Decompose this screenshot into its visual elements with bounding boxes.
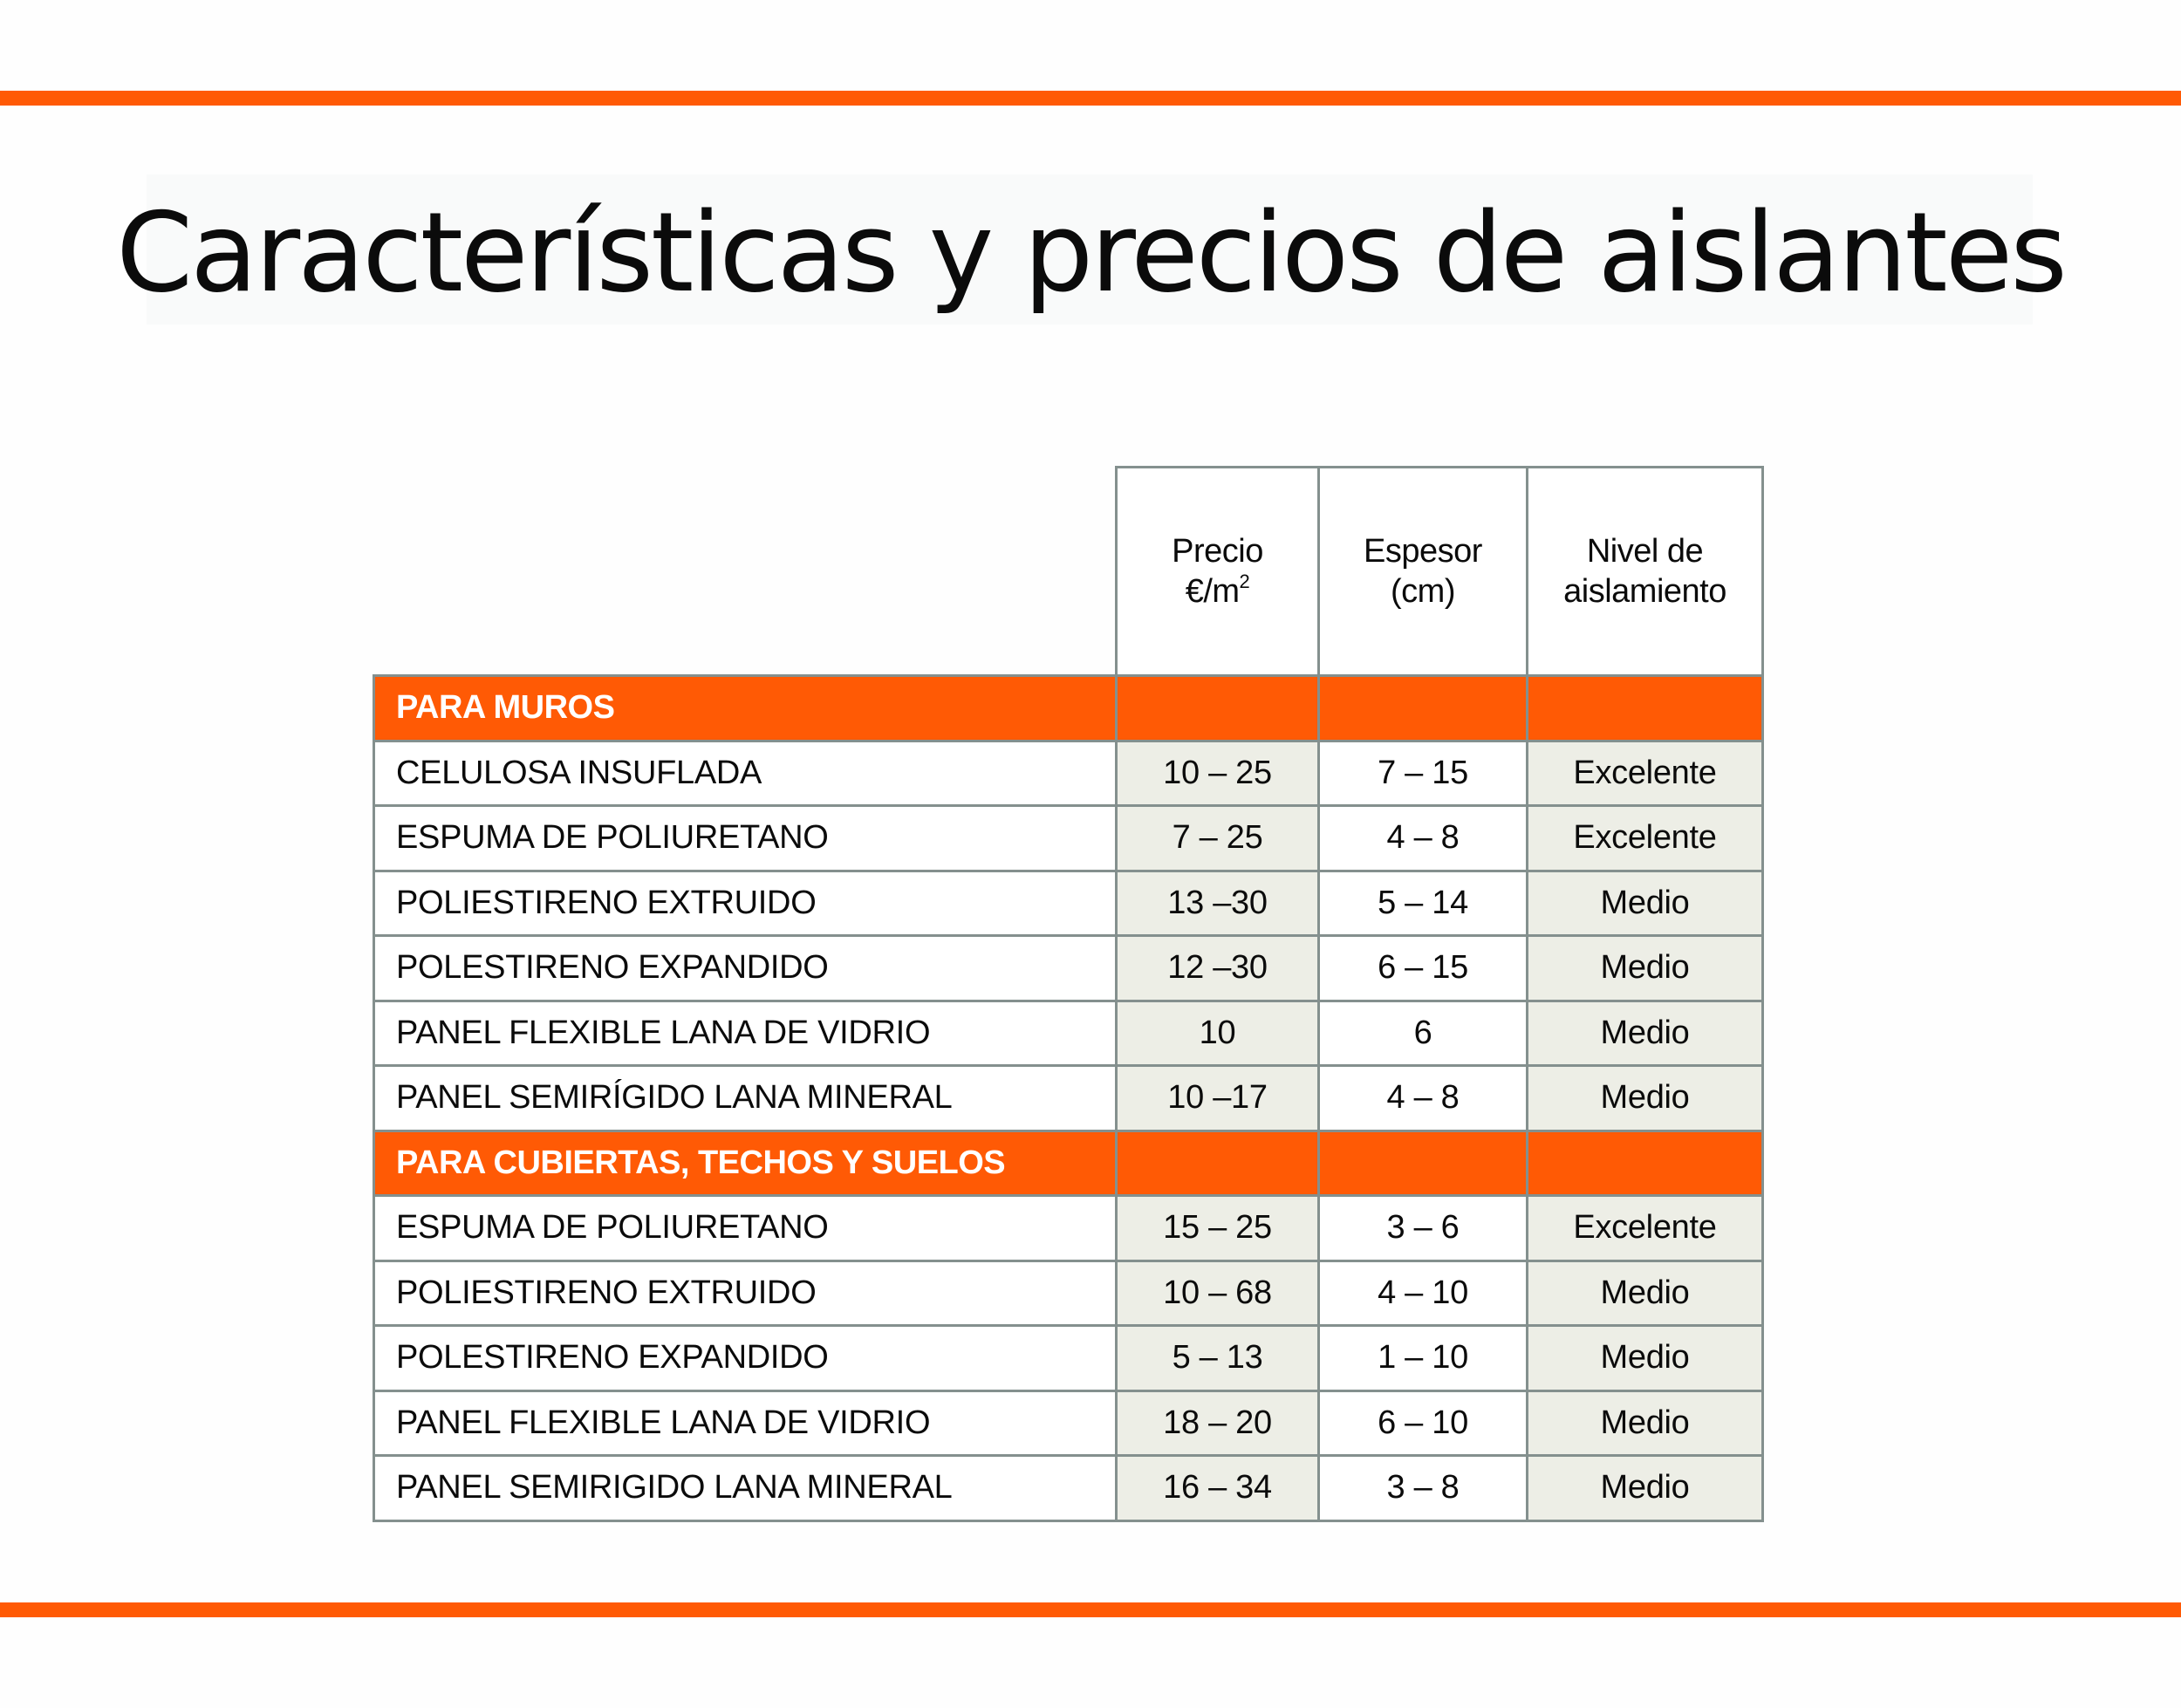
thickness-cell: 4 – 8 bbox=[1319, 1066, 1528, 1131]
thickness-cell: 4 – 8 bbox=[1319, 806, 1528, 871]
table-row bbox=[374, 936, 1763, 1001]
section-label: PARA MUROS bbox=[374, 676, 1117, 741]
level-cell: Excelente bbox=[1528, 1196, 1763, 1261]
price-cell: 5 – 13 bbox=[1117, 1326, 1319, 1391]
material-name: PANEL SEMIRIGIDO LANA MINERAL bbox=[374, 1456, 1117, 1521]
price-cell: 12 –30 bbox=[1117, 936, 1319, 1001]
table-row bbox=[374, 1261, 1763, 1326]
material-name: ESPUMA DE POLIURETANO bbox=[374, 806, 1117, 871]
header-price-line2: $€/m^2$ bbox=[1185, 570, 1250, 610]
table-row bbox=[374, 1066, 1763, 1131]
material-name: ESPUMA DE POLIURETANO bbox=[374, 1196, 1117, 1261]
price-cell: 18 – 20 bbox=[1117, 1390, 1319, 1456]
header-level-line1: Nivel de bbox=[1586, 533, 1704, 570]
material-name: POLIESTIRENO EXTRUIDO bbox=[374, 871, 1117, 936]
material-name: CELULOSA INSUFLADA bbox=[374, 741, 1117, 806]
bottom-accent-bar bbox=[0, 1602, 2181, 1617]
price-cell: 13 –30 bbox=[1117, 871, 1319, 936]
level-cell: Excelente bbox=[1528, 806, 1763, 871]
section-row-muros bbox=[374, 676, 1763, 741]
table-row bbox=[374, 1326, 1763, 1391]
level-cell: Medio bbox=[1528, 936, 1763, 1001]
material-name: POLIESTIRENO EXTRUIDO bbox=[374, 1261, 1117, 1326]
price-cell: 10 – 25 bbox=[1117, 741, 1319, 806]
table-row bbox=[374, 806, 1763, 871]
thickness-cell: 4 – 10 bbox=[1319, 1261, 1528, 1326]
thickness-cell: 6 – 10 bbox=[1319, 1390, 1528, 1456]
level-cell: Medio bbox=[1528, 1456, 1763, 1521]
header-price-line1: Precio bbox=[1172, 533, 1263, 570]
table-row bbox=[374, 1196, 1763, 1261]
table-header-row bbox=[374, 468, 1763, 676]
header-level-line2: aislamiento bbox=[1563, 573, 1726, 610]
level-cell: Medio bbox=[1528, 1326, 1763, 1391]
level-cell: Medio bbox=[1528, 1390, 1763, 1456]
header-thickness-line1: Espesor bbox=[1364, 533, 1482, 570]
table-row bbox=[374, 1001, 1763, 1066]
level-cell: Medio bbox=[1528, 1261, 1763, 1326]
page-title: Características y precios de aislantes bbox=[116, 188, 2065, 317]
thickness-cell: 6 – 15 bbox=[1319, 936, 1528, 1001]
material-name: PANEL SEMIRÍGIDO LANA MINERAL bbox=[374, 1066, 1117, 1131]
header-blank-cell bbox=[374, 468, 1117, 676]
material-name: POLESTIRENO EXPANDIDO bbox=[374, 1326, 1117, 1391]
thickness-cell: 3 – 6 bbox=[1319, 1196, 1528, 1261]
table-row bbox=[374, 871, 1763, 936]
section-label: PARA CUBIERTAS, TECHOS Y SUELOS bbox=[374, 1131, 1117, 1196]
header-thickness bbox=[1319, 468, 1528, 676]
table-row bbox=[374, 1456, 1763, 1521]
level-cell: Excelente bbox=[1528, 741, 1763, 806]
thickness-cell: 7 – 15 bbox=[1319, 741, 1528, 806]
section-row-cubiertas bbox=[374, 1131, 1763, 1196]
material-name: PANEL FLEXIBLE LANA DE VIDRIO bbox=[374, 1390, 1117, 1456]
thickness-cell: 3 – 8 bbox=[1319, 1456, 1528, 1521]
table-row bbox=[374, 1390, 1763, 1456]
squared-superscript: 2 bbox=[1239, 570, 1250, 592]
header-level bbox=[1528, 468, 1763, 676]
price-cell: 10 bbox=[1117, 1001, 1319, 1066]
thickness-cell: 1 – 10 bbox=[1319, 1326, 1528, 1391]
level-cell: Medio bbox=[1528, 1001, 1763, 1066]
price-cell: 15 – 25 bbox=[1117, 1196, 1319, 1261]
material-name: POLESTIRENO EXPANDIDO bbox=[374, 936, 1117, 1001]
thickness-cell: 6 bbox=[1319, 1001, 1528, 1066]
price-cell: 10 –17 bbox=[1117, 1066, 1319, 1131]
price-cell: 16 – 34 bbox=[1117, 1456, 1319, 1521]
header-price bbox=[1117, 468, 1319, 676]
price-cell: 7 – 25 bbox=[1117, 806, 1319, 871]
header-thickness-line2: (cm) bbox=[1391, 573, 1455, 610]
material-name: PANEL FLEXIBLE LANA DE VIDRIO bbox=[374, 1001, 1117, 1066]
insulation-table bbox=[373, 466, 1764, 1522]
price-cell: 10 – 68 bbox=[1117, 1261, 1319, 1326]
level-cell: Medio bbox=[1528, 1066, 1763, 1131]
level-cell: Medio bbox=[1528, 871, 1763, 936]
top-accent-bar bbox=[0, 91, 2181, 106]
thickness-cell: 5 – 14 bbox=[1319, 871, 1528, 936]
table-row bbox=[374, 741, 1763, 806]
